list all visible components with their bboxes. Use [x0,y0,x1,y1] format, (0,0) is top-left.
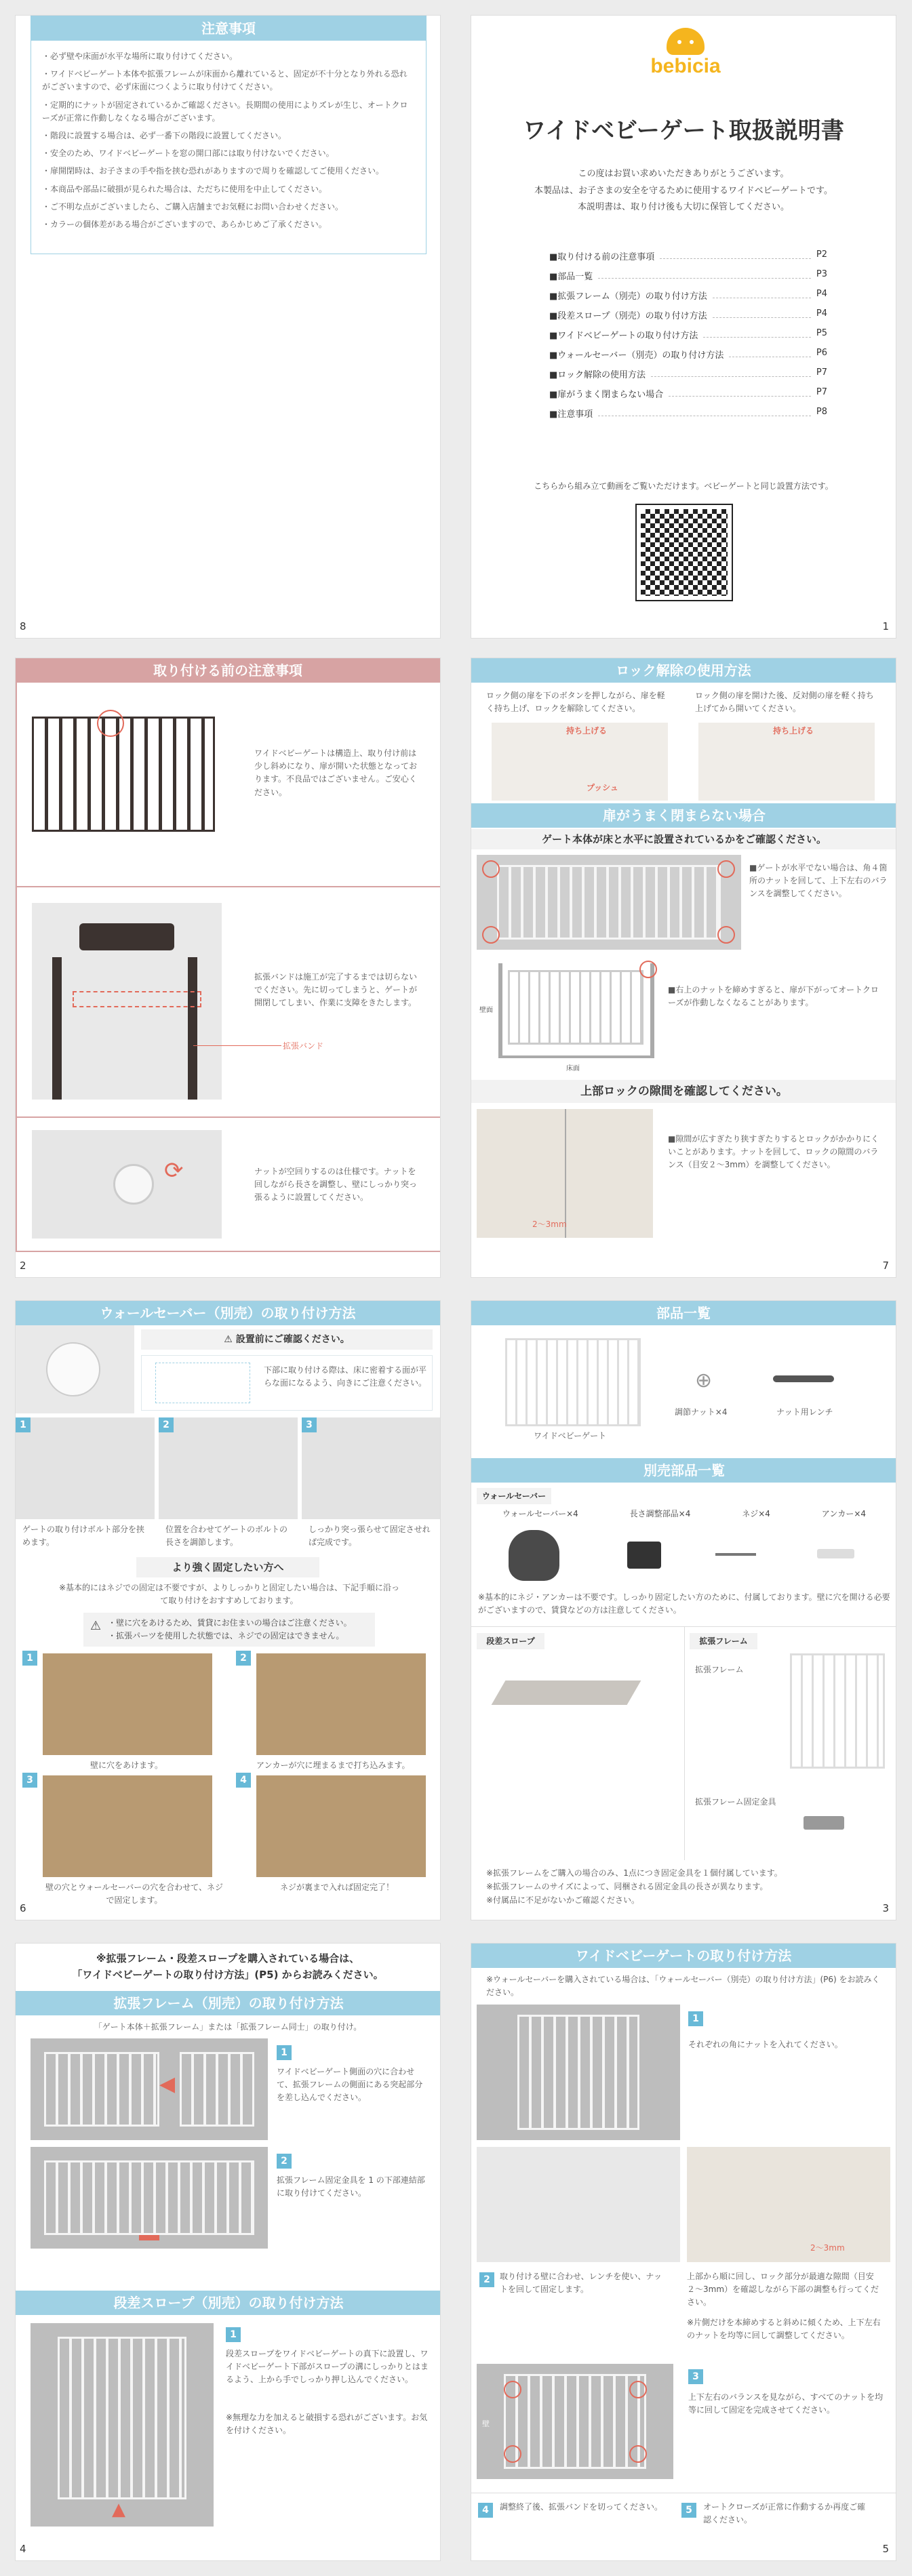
strong-fix-title: より強く固定したい方へ [136,1557,319,1577]
gate-install-notice: ※ウォールセーバーを購入されている場合は、「ウォールセーバー（別売）の取り付け方法」(P6) をお読みください。 [486,1975,880,1998]
frame-illustration [790,1653,885,1769]
note-nut: ナットが空回りするのは仕様です。ナットを回しながら長さを調整し、壁にしっかり突っ張るように設置してください。 [254,1167,418,1203]
lift-label-2: 持ち上げる [773,726,814,736]
caution-box [83,1613,375,1647]
wall-saver-part-icon [509,1530,559,1581]
gate-step-4: 調整終了後、拡張バンドを切ってください。 [500,2502,663,2512]
sun-icon [667,28,705,55]
toc-label: ■拡張フレーム（別売）の取り付け方法 [549,291,707,302]
qr-caption: こちらから組み立て動画をご覧いただけます。ベビーゲートと同じ設置方法です。 [534,481,833,491]
screw-step-2-photo: 2 [256,1653,426,1755]
lift-label-1: 持ち上げる [566,726,608,736]
intro-text [471,166,896,216]
caution-item: ・階段に設置する場合は、必ず一番下の階段に設置してください。 [42,130,287,140]
caution-item: ・ご不明な点がございましたら、ご購入店舗までお気軽にお問い合わせください。 [42,201,344,212]
notice-line-2: 「ワイドベビーゲートの取り付け方法」(P5) からお読みください。 [72,1969,384,1981]
warning-icon: ⚠ [224,1334,236,1345]
brand-name: bebicia [650,55,721,77]
slope-install-title: 段差スロープ（別売）の取り付け方法 [16,2291,441,2315]
note-horizontal: ■ゲートが水平でない場合は、角４箇所のナットを回して、上下左右のバランスを調整してください。 [749,863,888,899]
frame-step-1-photo [31,2038,268,2140]
toc-row[interactable] [549,308,827,321]
lock-release-title: ロック解除の使用方法 [471,658,896,683]
steps-row: 1 2 3 [16,1417,441,1519]
table-of-contents [549,249,827,426]
toc-row[interactable] [549,387,827,400]
page-number: 1 [882,620,889,632]
warning-text: 設置前にご確認ください。 [235,1334,350,1345]
caution-item: ・安全のため、ワイドベビーゲートを窓の開口部には取り付けないでください。 [42,148,334,159]
wall-step-1: ゲートの取り付けボルト部分を挟めます。 [22,1525,145,1548]
toc-label: ■部品一覧 [549,272,593,282]
wall-saver-items [477,1508,892,1519]
caution-1: ・壁に穴をあけるため、賃貸にお住まいの場合はご注意ください。 [108,1618,352,1628]
qr-code[interactable] [637,505,732,600]
slope-step: 段差スロープをワイドベビーゲートの真下に設置し、ワイドベビーゲート下部がスロープの溝にしっかりとはまるよう、上から手でしっかり押し込んでください。 [226,2349,429,2385]
page-number: 3 [882,1902,889,1914]
toc-row[interactable] [549,269,827,282]
page-number: 4 [20,2543,26,2555]
step-badge-slope: 1 [226,2327,241,2342]
toc-row[interactable] [549,407,827,420]
page-number: 2 [20,1260,26,1272]
screw-icon [715,1553,756,1556]
warning-detail [141,1355,433,1411]
wall-saver-note: ※基本的にネジ・アンカーは不要です。しっかり固定したい方のために、付属しております。壁に穴を開ける必要がございますので、賃貸などの方は注意してください。 [478,1592,890,1615]
page-number: 6 [20,1902,26,1914]
frame-install-title: 拡張フレーム（別売）の取り付け方法 [16,1991,441,2015]
insert-arrow-icon: ◀ [159,2072,176,2096]
caution-item: ・必ず壁や床面が水平な場所に取り付けてください。 [42,52,238,61]
floor-label: 床面 [566,1065,580,1072]
toc-leader [669,387,811,397]
check-horizontal: ゲート本体が床と水平に設置されているかをご確認ください。 [471,829,896,849]
note-top-right-nut: ■右上のナットを締めすぎると、扉が下がってオートクローズが作動しなくなることがあります。 [668,985,879,1008]
wall-saver-item-label: ウォールセーバー×4 [502,1509,578,1518]
toc-page: P8 [816,407,827,417]
screw-step-4-photo: 4 [256,1775,426,1877]
nut-part-label: 調節ナット×4 [675,1407,728,1417]
band-label: 拡張バンド [283,1041,324,1051]
wall-saver-item-label: ネジ×4 [742,1509,770,1518]
warning-detail-text: 下部に取り付ける際は、床に密着する面が平らな面になるよう、向きにご注意ください。 [264,1365,427,1388]
cautions-list [31,41,426,245]
page-1 [471,15,896,639]
toc-leader [713,308,811,318]
cautions-box [31,16,427,254]
gate-wall-diagram [498,963,654,1058]
page-3 [471,1300,896,1920]
slope-note: ※無理な力を加えると破損する恐れがございます。お気を付けください。 [226,2413,428,2436]
notice-line-1: ※拡張フレーム・段差スロープを購入されている場合は、 [96,1952,360,1965]
page-number: 7 [882,1260,889,1272]
toc-page: P7 [816,367,827,378]
caution-item: ・本商品や部品に破損が見られた場合は、ただちに使用を中止してください。 [42,184,328,194]
frame-step-2-photo [31,2147,268,2249]
toc-label: ■ウォールセーバー（別売）の取り付け方法 [549,350,724,361]
p4-notice [16,1950,440,1983]
frame-step-2: 拡張フレーム固定金具を 1 の下部連結部に取り付けてください。 [277,2175,425,2198]
frame-label: 拡張フレーム [695,1665,744,1674]
note-lock-gap: ■隙間が広すぎたり狭すぎたりするとロックがかかりにくいことがあります。ナットを回して、ロックの隙間のバランス（目安２〜3mm）を調整してください。 [668,1134,879,1170]
toc-label: ■ロック解除の使用方法 [549,370,646,380]
note-tilt: ワイドベビーゲートは構造上、取り付け前は少し斜めになり、扉が開いた状態となっております。不良品ではございません。ご安心ください。 [254,748,418,797]
gate-step-3: 上下左右のバランスを見ながら、すべてのナットを均等に回して固定を完成させてください。 [688,2392,884,2415]
toc-leader [713,289,811,298]
page-4 [15,1943,441,2561]
caution-icon: ⚠ [90,1619,102,1633]
wall-saver-photo [16,1325,134,1413]
gate-step-1: それぞれの角にナットを入れてください。 [688,2040,843,2049]
toc-page: P4 [816,289,827,299]
toc-label: ■段差スロープ（別売）の取り付け方法 [549,311,707,321]
caution-2: ・拡張パーツを使用した状態では、ネジでの固定はできません。 [108,1631,344,1641]
toc-page: P3 [816,269,827,279]
step-badge-4: 4 [478,2503,493,2518]
page-7 [471,658,896,1278]
page-number: 5 [882,2543,889,2555]
nut-photo [32,1130,222,1239]
screw-step-3-photo: 3 [43,1775,212,1877]
toc-label: ■注意事項 [549,409,593,420]
toc-leader [660,249,811,259]
parts-title: 部品一覧 [471,1301,896,1325]
gate-step-3-photo [477,2364,673,2479]
toc-row[interactable] [549,348,827,361]
step-badge-3: 3 [688,2369,703,2384]
top-right-nut-circle [639,961,657,978]
band-photo [32,903,222,1100]
step-badge-2: 2 [277,2154,292,2169]
push-up-arrow-icon: ▲ [112,2499,125,2520]
frame-heading: 拡張フレーム [690,1633,757,1649]
intro-line: この度はお買い求めいただきありがとうございます。 [578,169,789,179]
gate-step-2: 取り付ける壁に合わせ、レンチを使い、ナットを回して固定します。 [500,2272,662,2295]
parts-note-3: ※付属品に不足がないかご確認ください。 [486,1895,640,1905]
page-2 [15,658,441,1278]
manual-title: ワイドベビーゲート取扱説明書 [523,117,844,144]
parts-note-2: ※拡張フレームのサイズによって、同梱される固定金具の長さが異なります。 [486,1882,768,1891]
page-number: 8 [20,620,26,632]
wall-label: 壁面 [479,1007,493,1014]
gate-install-title: ワイドベビーゲートの取り付け方法 [471,1944,896,1968]
toc-label: ■ワイドベビーゲートの取り付け方法 [549,331,698,341]
warning-heading [141,1329,433,1350]
wall-saver-title: ウォールセーバー（別売）の取り付け方法 [16,1301,440,1325]
toc-page: P6 [816,348,827,358]
gate-part-label: ワイドベビーゲート [534,1431,607,1441]
slope-heading: 段差スロープ [477,1633,544,1649]
step-badge-1: 1 [277,2045,292,2060]
anchor-icon [817,1549,854,1558]
frame-install-subtitle: 「ゲート本体＋拡張フレーム」または「拡張フレーム同士」の取り付け。 [94,2022,362,2032]
caution-item: ・扉開閉時は、お子さまの手や指を挟む恐れがありますので周りを確認してご使用ください。 [42,166,384,176]
gate-step-2-photo-a [477,2147,680,2262]
lock-highlight-circle [97,710,124,737]
lock-step-2: ロック側の扉を開けた後、反対側の扉を軽く持ち上げてから開いてください。 [695,691,874,714]
length-part-icon [627,1542,661,1569]
parts-note-1: ※拡張フレームをご購入の場合のみ、1点につき固定金具を１個付属しています。 [486,1868,782,1878]
step-badge-5: 5 [681,2503,696,2518]
rotate-arrow-icon: ⟳ [164,1157,184,1184]
page-6 [15,1300,441,1920]
frame-step-1: ワイドベビーゲート側面の穴に合わせて、拡張フレームの側面にある突起部分を差し込んでください。 [277,2067,423,2103]
toc-leader [651,367,811,377]
band-pointer [193,1045,281,1046]
wall-step-3: しっかり突っ張らせて固定させれば完成です。 [309,1525,431,1548]
caution-item: ・定期的にナットが固定されているかご確認ください。長期間の使用によりズレが生じ、オートクローズが正常に作動しなくなる場合がございます。 [42,100,408,123]
screw-step-3: 壁の穴とウォールセーバーの穴を合わせて、ネジで固定します。 [45,1883,223,1906]
toc-page: P7 [816,387,827,397]
intro-line: 本製品は、お子さまの安全を守るために使用するワイドベビーゲートです。 [534,185,833,196]
wall-saver-item-label: アンカー×4 [821,1509,867,1518]
toc-label: ■取り付ける前の注意事項 [549,252,655,262]
toc-leader [729,348,811,357]
step-badge-2: 2 [479,2272,494,2287]
brand-logo [645,28,726,89]
slope-step-photo [31,2323,214,2527]
page-8 [15,15,441,639]
toc-page: P4 [816,308,827,319]
page-5 [471,1943,896,2561]
intro-line: 本説明書は、取り付け後も大切に保管してください。 [577,202,789,213]
wrench-part-label: ナット用レンチ [776,1407,833,1417]
check-lock-gap: 上部ロックの隙間を確認してください。 [471,1080,896,1103]
toc-leader [598,269,811,279]
toc-row[interactable] [549,289,827,302]
gap-label: 2〜3mm [532,1220,567,1229]
fixing-illustration [804,1816,844,1830]
gate-illustration [32,717,215,832]
cautions-title: 注意事項 [31,16,426,41]
screw-step-2: アンカーが穴に埋まるまで打ち込みます。 [256,1760,410,1770]
optional-parts-title: 別売部品一覧 [471,1458,896,1483]
note-band: 拡張バンドは施工が完了するまでは切らないでください。先に切ってしまうと、ゲートが開閉してしまい、作業に支障をきたします。 [254,972,418,1008]
screw-step-1: 壁に穴をあけます。 [90,1760,163,1770]
wall-step-2: 位置を合わせてゲートのボルトの長さを調節します。 [165,1525,288,1548]
strong-fix-text: ※基本的にはネジでの固定は不要ですが、よりしっかりと固定したい場合は、下記手順に沿って取り付けをおすすめしております。 [58,1583,400,1606]
caution-item: ・カラーの個体差がある場合がございますので、あらかじめご了承ください。 [42,219,327,229]
gate-step-2-photo-b [687,2147,890,2262]
nut-icon: ⊕ [695,1369,713,1392]
wrench-icon [773,1375,834,1382]
toc-leader [703,328,811,338]
horizontal-gate-photo [477,855,741,950]
not-closing-title: 扉がうまく閉まらない場合 [471,803,896,828]
gate-step-1-photo [477,2005,680,2140]
gate-gap-label: 2〜3mm [810,2243,845,2253]
caution-item: ・ワイドベビーゲート本体や拡張フレームが床面から離れていると、固定が不十分となり外れる恐れがございますので、必ず床面につくように取り付けてください。 [42,69,408,92]
lock-step-1: ロック側の扉を下のボタンを押しながら、扉を軽く持ち上げ、ロックを解除してください。 [486,691,665,714]
wall-saver-item-label: 長さ調整部品×4 [629,1509,691,1518]
slope-illustration [492,1681,641,1705]
toc-row[interactable] [549,249,827,262]
toc-leader [598,407,811,416]
step-badge-1: 1 [688,2011,703,2026]
toc-row[interactable] [549,328,827,341]
wall-saver-heading: ウォールセーバー [477,1488,551,1504]
gate-part-illustration [505,1338,641,1426]
fixing-label: 拡張フレーム固定金具 [695,1797,776,1807]
screw-step-4: ネジが裏まで入れば固定完了！ [280,1883,395,1892]
gate-step-2b: 上部から順に回し、ロック部分が最適な隙間（目安２〜3mm）を確認しながら下部の調整も行ってください。 [687,2272,879,2308]
toc-row[interactable] [549,367,827,380]
toc-label: ■扉がうまく閉まらない場合 [549,390,664,400]
gate-step-5: オートクローズが正常に作動するか再度ご確認ください。 [703,2502,866,2525]
gate-step-2c: ※片側だけを本締めすると斜めに傾くため、上下左右のナットを均等に回して調整してください。 [687,2318,881,2341]
before-install-title: 取り付ける前の注意事項 [16,658,440,683]
toc-page: P5 [816,328,827,338]
screw-step-1-photo: 1 [43,1653,212,1755]
push-label: プッシュ [587,783,618,792]
gate-wall-label: 壁 [482,2419,490,2428]
toc-page: P2 [816,249,827,260]
